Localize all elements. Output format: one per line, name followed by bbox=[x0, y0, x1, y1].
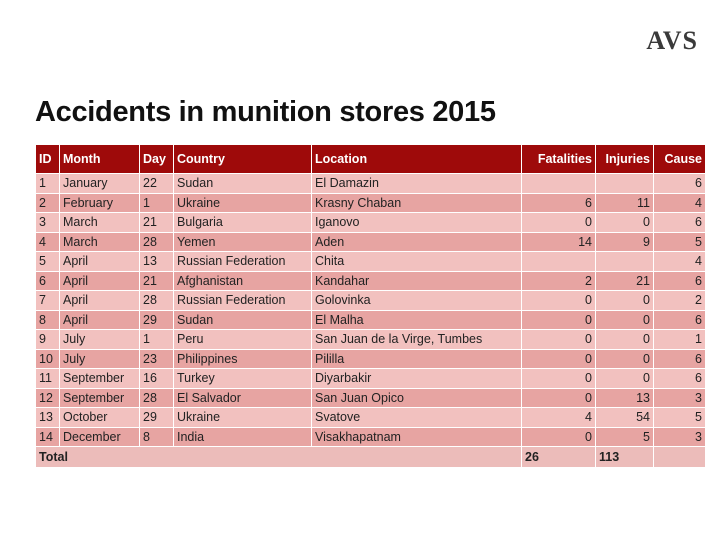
accidents-table bbox=[35, 144, 706, 468]
cell-id: 7 bbox=[36, 291, 60, 311]
header-fatalities: Fatalities bbox=[522, 145, 596, 174]
header-id: ID bbox=[36, 145, 60, 174]
cell-cause: 3 bbox=[654, 388, 706, 408]
cell-country: Bulgaria bbox=[174, 213, 312, 233]
cell-fatalities: 0 bbox=[522, 213, 596, 233]
cell-country: Ukraine bbox=[174, 408, 312, 428]
cell-month: March bbox=[60, 213, 140, 233]
cell-cause: 1 bbox=[654, 330, 706, 350]
cell-id: 1 bbox=[36, 174, 60, 194]
cell-injuries: 13 bbox=[596, 388, 654, 408]
cell-country: Turkey bbox=[174, 369, 312, 389]
cell-cause: 6 bbox=[654, 174, 706, 194]
header-injuries: Injuries bbox=[596, 145, 654, 174]
cell-id: 6 bbox=[36, 271, 60, 291]
cell-id: 8 bbox=[36, 310, 60, 330]
cell-country: Yemen bbox=[174, 232, 312, 252]
cell-location: San Juan de la Virge, Tumbes bbox=[312, 330, 522, 350]
cell-day: 22 bbox=[140, 174, 174, 194]
table-row bbox=[36, 291, 706, 311]
table-row bbox=[36, 388, 706, 408]
cell-cause: 3 bbox=[654, 427, 706, 447]
cell-injuries: 21 bbox=[596, 271, 654, 291]
cell-fatalities: 0 bbox=[522, 310, 596, 330]
table-row bbox=[36, 349, 706, 369]
cell-injuries: 0 bbox=[596, 349, 654, 369]
cell-fatalities: 0 bbox=[522, 427, 596, 447]
table-row bbox=[36, 174, 706, 194]
cell-location: San Juan Opico bbox=[312, 388, 522, 408]
cell-fatalities: 0 bbox=[522, 291, 596, 311]
table-row bbox=[36, 310, 706, 330]
cell-country: Philippines bbox=[174, 349, 312, 369]
page-title: Accidents in munition stores 2015 bbox=[35, 96, 496, 128]
cell-day: 21 bbox=[140, 271, 174, 291]
cell-injuries: 5 bbox=[596, 427, 654, 447]
total-row bbox=[36, 447, 706, 468]
table-row bbox=[36, 427, 706, 447]
cell-country: El Salvador bbox=[174, 388, 312, 408]
cell-location: El Malha bbox=[312, 310, 522, 330]
total-label: Total bbox=[36, 447, 522, 468]
table-row bbox=[36, 330, 706, 350]
cell-fatalities: 0 bbox=[522, 330, 596, 350]
cell-country: Ukraine bbox=[174, 193, 312, 213]
cell-month: January bbox=[60, 174, 140, 194]
cell-day: 29 bbox=[140, 310, 174, 330]
cell-id: 11 bbox=[36, 369, 60, 389]
cell-month: April bbox=[60, 271, 140, 291]
cell-fatalities: 0 bbox=[522, 388, 596, 408]
cell-day: 23 bbox=[140, 349, 174, 369]
cell-cause: 6 bbox=[654, 310, 706, 330]
cell-cause: 4 bbox=[654, 252, 706, 272]
cell-injuries: 0 bbox=[596, 213, 654, 233]
cell-day: 1 bbox=[140, 330, 174, 350]
cell-injuries bbox=[596, 252, 654, 272]
cell-month: February bbox=[60, 193, 140, 213]
cell-country: Russian Federation bbox=[174, 252, 312, 272]
cell-injuries: 0 bbox=[596, 310, 654, 330]
avs-logo: AVS bbox=[646, 26, 698, 55]
table-row bbox=[36, 252, 706, 272]
cell-month: April bbox=[60, 252, 140, 272]
cell-injuries: 11 bbox=[596, 193, 654, 213]
cell-day: 29 bbox=[140, 408, 174, 428]
cell-id: 12 bbox=[36, 388, 60, 408]
cell-location: Iganovo bbox=[312, 213, 522, 233]
table-row bbox=[36, 232, 706, 252]
cell-location: Krasny Chaban bbox=[312, 193, 522, 213]
cell-location: Golovinka bbox=[312, 291, 522, 311]
cell-country: Sudan bbox=[174, 310, 312, 330]
cell-day: 1 bbox=[140, 193, 174, 213]
cell-day: 28 bbox=[140, 232, 174, 252]
table-row bbox=[36, 193, 706, 213]
cell-id: 9 bbox=[36, 330, 60, 350]
cell-cause: 4 bbox=[654, 193, 706, 213]
cell-fatalities bbox=[522, 174, 596, 194]
cell-location: El Damazin bbox=[312, 174, 522, 194]
cell-day: 13 bbox=[140, 252, 174, 272]
cell-id: 4 bbox=[36, 232, 60, 252]
cell-month: December bbox=[60, 427, 140, 447]
cell-id: 10 bbox=[36, 349, 60, 369]
cell-month: September bbox=[60, 388, 140, 408]
total-cause bbox=[654, 447, 706, 468]
cell-id: 14 bbox=[36, 427, 60, 447]
cell-injuries: 0 bbox=[596, 291, 654, 311]
cell-injuries: 54 bbox=[596, 408, 654, 428]
cell-cause: 6 bbox=[654, 213, 706, 233]
cell-location: Diyarbakir bbox=[312, 369, 522, 389]
cell-location: Aden bbox=[312, 232, 522, 252]
cell-day: 16 bbox=[140, 369, 174, 389]
cell-country: India bbox=[174, 427, 312, 447]
cell-cause: 5 bbox=[654, 232, 706, 252]
cell-country: Russian Federation bbox=[174, 291, 312, 311]
cell-id: 13 bbox=[36, 408, 60, 428]
table-row bbox=[36, 408, 706, 428]
total-fatalities: 26 bbox=[522, 447, 596, 468]
cell-location: Pililla bbox=[312, 349, 522, 369]
header-location: Location bbox=[312, 145, 522, 174]
cell-month: April bbox=[60, 310, 140, 330]
cell-id: 2 bbox=[36, 193, 60, 213]
total-injuries: 113 bbox=[596, 447, 654, 468]
cell-month: September bbox=[60, 369, 140, 389]
cell-cause: 5 bbox=[654, 408, 706, 428]
cell-fatalities: 6 bbox=[522, 193, 596, 213]
cell-fatalities: 0 bbox=[522, 349, 596, 369]
cell-country: Sudan bbox=[174, 174, 312, 194]
table-row bbox=[36, 369, 706, 389]
cell-day: 21 bbox=[140, 213, 174, 233]
cell-cause: 6 bbox=[654, 349, 706, 369]
table-row bbox=[36, 213, 706, 233]
cell-fatalities: 0 bbox=[522, 369, 596, 389]
table-header-row bbox=[36, 145, 706, 174]
cell-day: 8 bbox=[140, 427, 174, 447]
cell-month: March bbox=[60, 232, 140, 252]
cell-month: October bbox=[60, 408, 140, 428]
header-cause: Cause bbox=[654, 145, 706, 174]
cell-location: Visakhapatnam bbox=[312, 427, 522, 447]
cell-injuries: 0 bbox=[596, 330, 654, 350]
cell-injuries: 0 bbox=[596, 369, 654, 389]
cell-month: April bbox=[60, 291, 140, 311]
header-country: Country bbox=[174, 145, 312, 174]
cell-fatalities: 4 bbox=[522, 408, 596, 428]
table-row bbox=[36, 271, 706, 291]
cell-cause: 6 bbox=[654, 271, 706, 291]
header-month: Month bbox=[60, 145, 140, 174]
cell-month: July bbox=[60, 330, 140, 350]
cell-location: Svatove bbox=[312, 408, 522, 428]
cell-country: Peru bbox=[174, 330, 312, 350]
cell-cause: 6 bbox=[654, 369, 706, 389]
cell-injuries: 9 bbox=[596, 232, 654, 252]
cell-day: 28 bbox=[140, 291, 174, 311]
cell-country: Afghanistan bbox=[174, 271, 312, 291]
cell-day: 28 bbox=[140, 388, 174, 408]
cell-id: 5 bbox=[36, 252, 60, 272]
cell-id: 3 bbox=[36, 213, 60, 233]
cell-fatalities bbox=[522, 252, 596, 272]
cell-location: Chita bbox=[312, 252, 522, 272]
cell-cause: 2 bbox=[654, 291, 706, 311]
cell-fatalities: 2 bbox=[522, 271, 596, 291]
cell-fatalities: 14 bbox=[522, 232, 596, 252]
cell-location: Kandahar bbox=[312, 271, 522, 291]
cell-month: July bbox=[60, 349, 140, 369]
cell-injuries bbox=[596, 174, 654, 194]
header-day: Day bbox=[140, 145, 174, 174]
